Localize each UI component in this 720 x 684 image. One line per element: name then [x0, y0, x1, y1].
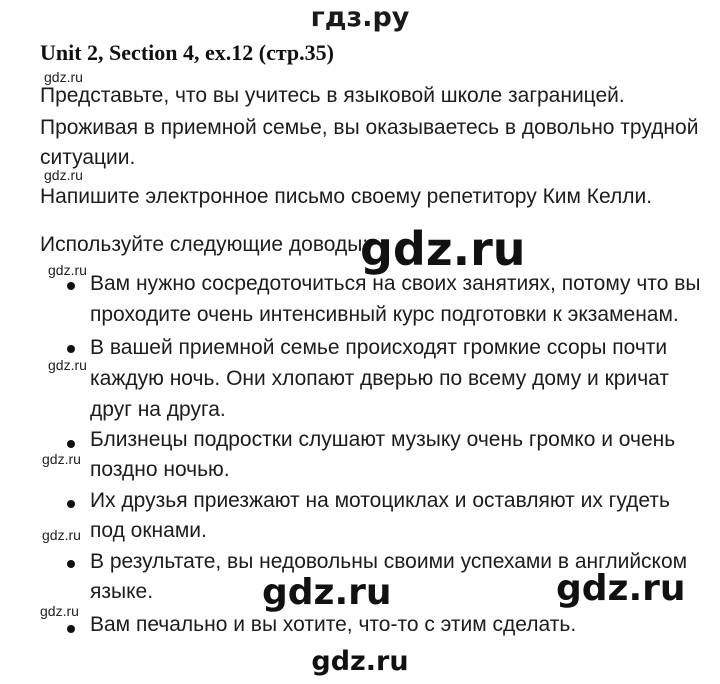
watermark-large: gdz.ru [311, 646, 409, 677]
site-header: гдз.ру [310, 2, 410, 33]
list-item-line: В результате, вы недовольны своими успехами в английском [90, 550, 688, 573]
list-item-line: Близнецы подростки слушают музыку очень громко и очень [90, 428, 676, 451]
watermark-small: gdz.ru [44, 167, 83, 183]
intro-line: ситуации. [40, 146, 136, 169]
bullet-icon [67, 282, 75, 290]
watermark-small: gdz.ru [40, 603, 79, 619]
bullet-icon [67, 560, 75, 568]
watermark-small: gdz.ru [48, 357, 87, 373]
intro-line: Проживая в приемной семье, вы оказываетесь в довольно трудной [40, 116, 699, 139]
exercise-title: Unit 2, Section 4, ex.12 (стр.35) [40, 40, 334, 65]
list-item-line: В вашей приемной семье происходят громкие ссоры почти [90, 336, 668, 359]
list-item-line: Их друзья приезжают на мотоциклах и оставляют их гудеть [90, 489, 670, 512]
watermark-large: gdz.ru [262, 572, 392, 613]
watermark-small: gdz.ru [44, 69, 83, 85]
task-line: Напишите электронное письмо своему репетитору Ким Келли. [40, 185, 653, 208]
list-item-line: Вам печально и вы хотите, что-то с этим сделать. [90, 613, 577, 636]
watermark-large: gdz.ru [360, 222, 526, 276]
watermark-small: gdz.ru [42, 527, 81, 543]
watermark-small: gdz.ru [42, 451, 81, 467]
arguments-intro: Используйте следующие доводы: [40, 233, 369, 256]
list-item-line: проходите очень интенсивный курс подготовки к экзаменам. [90, 303, 679, 326]
list-item-line: поздно ночью. [90, 458, 230, 481]
bullet-icon [67, 625, 75, 633]
list-item-line: каждую ночь. Они хлопают дверью по всему дому и кричат [90, 367, 669, 390]
list-item-line: друг на друга. [90, 398, 226, 421]
watermark-small: gdz.ru [48, 262, 87, 278]
watermark-large: gdz.ru [556, 568, 686, 609]
list-item-line: языке. [90, 580, 154, 603]
intro-line: Представьте, что вы учитесь в языковой школе заграницей. [40, 84, 625, 107]
list-item-line: под окнами. [90, 519, 207, 542]
bullet-icon [67, 440, 75, 448]
bullet-icon [67, 500, 75, 508]
list-item-line: Вам нужно сосредоточиться на своих занятиях, потому что вы [90, 272, 701, 295]
bullet-icon [67, 345, 75, 353]
